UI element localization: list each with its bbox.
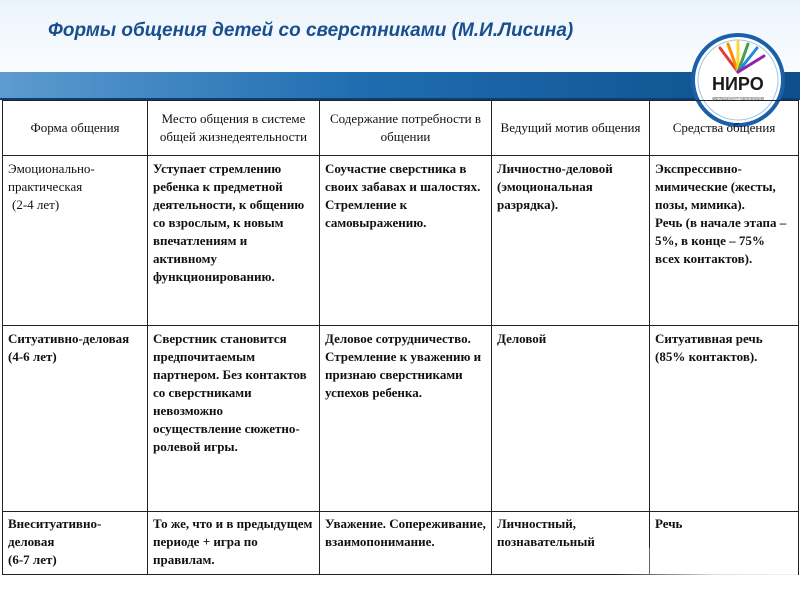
- cell-motive: Личностно-деловой (эмоциональная разрядка).: [492, 156, 650, 326]
- communication-forms-table: [2, 100, 799, 575]
- logo-caption: НИЖЕГОРОДСКИЙ ИНСТИТУТ РАЗВИТИЯ ОБРАЗОВАНИЯ: [712, 96, 764, 101]
- column-header-form: Форма общения: [3, 101, 148, 156]
- table-row: [3, 326, 799, 512]
- cell-motive: Деловой: [492, 326, 650, 512]
- form-name: Ситуативно-деловая: [8, 331, 130, 346]
- means-text-1: Экспрессивно-мимические (жесты, позы, мимика).: [655, 161, 776, 212]
- cell-content: Деловое сотрудничество. Стремление к уважению и признаю сверстниками успехов ребенка.: [320, 326, 492, 512]
- column-header-content: Содержание потребности в общении: [320, 101, 492, 156]
- form-age: (2-4 лет): [12, 197, 60, 212]
- column-header-means: Средства общения: [650, 101, 799, 156]
- slide-title: Формы общения детей со сверстниками (М.И.Лисина): [48, 20, 574, 41]
- cell-place: Сверстник становится предпочитаемым партнером. Без контактов со сверстниками невозможно осуществление сюжетно-ролевой игры.: [148, 326, 320, 512]
- form-name: Внеситуативно-деловая: [8, 516, 102, 549]
- cell-form: [3, 156, 148, 326]
- table-header-row: [3, 101, 799, 156]
- cell-means: [650, 156, 799, 326]
- cell-content: Уважение. Сопереживание, взаимопонимание.: [320, 512, 492, 575]
- form-age: (6-7 лет): [8, 552, 57, 567]
- table-row: [3, 156, 799, 326]
- cell-form: [3, 326, 148, 512]
- means-text-2: Речь (в начале этапа – 5%, в конце – 75% всех контактов).: [655, 215, 787, 266]
- cell-motive: Личностный, познавательный: [492, 512, 650, 575]
- logo-text: НИРО: [712, 74, 764, 94]
- cell-form: [3, 512, 148, 575]
- cell-place: То же, что и в предыдущем периоде + игра по правилам.: [148, 512, 320, 575]
- table-row: [3, 512, 799, 575]
- column-header-motive: Ведущий мотив общения: [492, 101, 650, 156]
- cell-place: Уступает стремлению ребенка к предметной деятельности, к общению со взрослым, к новым впечатлениям и активному функционированию.: [148, 156, 320, 326]
- cell-means: Ситуативная речь (85% контактов).: [650, 326, 799, 512]
- form-name: Эмоционально-практическая: [8, 161, 95, 194]
- cell-content: Соучастие сверстника в своих забавах и шалостях. Стремление к самовыражению.: [320, 156, 492, 326]
- cell-means: Речь: [650, 512, 799, 575]
- header-blue-bar: [0, 72, 800, 98]
- form-age: (4-6 лет): [8, 349, 57, 364]
- column-header-place: Место общения в системе общей жизнедеятельности: [148, 101, 320, 156]
